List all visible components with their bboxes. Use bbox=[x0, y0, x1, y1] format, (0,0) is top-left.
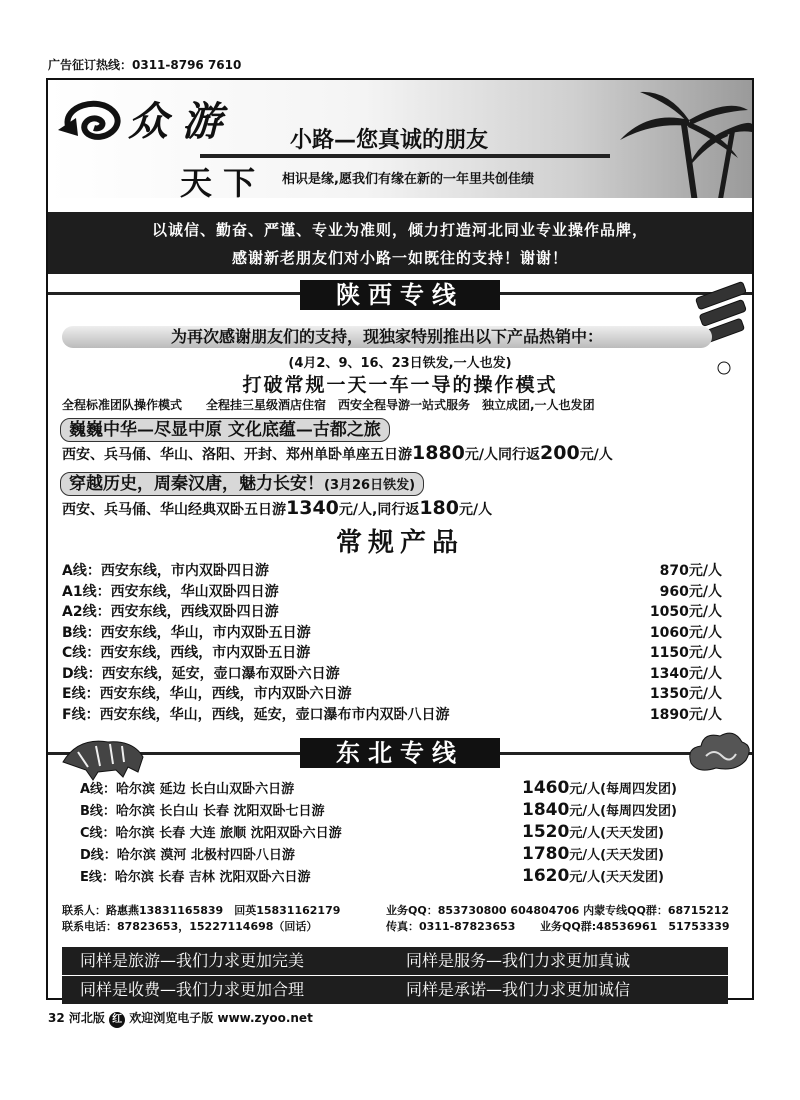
route-name: D线：西安东线，延安，壶口瀑布双卧六日游 bbox=[62, 665, 340, 682]
route-price: 1350元/人 bbox=[649, 686, 722, 702]
route-name: B线：哈尔滨 长白山 长春 沈阳双卧七日游 bbox=[80, 804, 325, 819]
route-name: B线：西安东线，华山，市内双卧五日游 bbox=[62, 624, 311, 641]
route-price bbox=[522, 844, 664, 864]
promo-bar: 为再次感谢朋友们的支持，现独家特别推出以下产品热销中： bbox=[62, 326, 712, 348]
route-price: 870元/人 bbox=[659, 563, 722, 579]
tour1-unit2: 元/人 bbox=[579, 447, 613, 463]
tour1-price: 1880 bbox=[412, 442, 465, 464]
page-number: 32 bbox=[48, 1011, 65, 1025]
contact-fax: 传真：0311-87823653 bbox=[386, 920, 516, 933]
route-price-value: 1780 bbox=[522, 844, 570, 864]
route-price-value: 1620 bbox=[522, 866, 570, 886]
route-name: A线：西安东线，市内双卧四日游 bbox=[62, 563, 269, 579]
route-name: A1线：西安东线，华山双卧四日游 bbox=[62, 583, 279, 600]
route-price bbox=[522, 778, 677, 798]
welcome-text: 欢迎浏览电子版 bbox=[129, 1011, 214, 1025]
tiger-icon bbox=[58, 722, 148, 782]
route-price bbox=[522, 800, 677, 820]
header-rule bbox=[200, 154, 610, 158]
site-link[interactable]: www.zyoo.net bbox=[217, 1011, 313, 1025]
route-price: 1340元/人 bbox=[649, 665, 722, 682]
route-price: 1150元/人 bbox=[649, 645, 722, 661]
tour2-text: 西安、兵马俑、华山经典双卧五日游 bbox=[62, 502, 286, 518]
route-name: C线：哈尔滨 长春 大连 旅顺 沈阳双卧六日游 bbox=[80, 826, 342, 841]
shaanxi-dates: (4月2、9、16、23日铁发,一人也发) bbox=[288, 356, 512, 371]
tour2-banner bbox=[60, 472, 424, 496]
route-price-value: 1840 bbox=[522, 800, 570, 820]
route-name: A线：哈尔滨 延边 长白山双卧六日游 bbox=[80, 782, 295, 797]
tour1-unit: 元/人同行返 bbox=[464, 447, 541, 463]
contact-qq-group: 业务QQ群:48536961 51753339 bbox=[540, 920, 730, 933]
header-subslogan: 相识是缘,愿我们有缘在新的一年里共创佳绩 bbox=[282, 172, 534, 187]
tour2-date: (3月26日铁发) bbox=[324, 478, 416, 493]
intro-line-1: 以诚信、勤奋、严谨、专业为准则，倾力打造河北同业专业操作品牌， bbox=[151, 221, 648, 239]
route-price bbox=[522, 822, 664, 842]
footer-slogan-b: 同样是服务—我们力求更加真诚 bbox=[406, 951, 631, 970]
tour1-rebate: 200 bbox=[540, 442, 580, 464]
route-price: 1060元/人 bbox=[649, 624, 722, 641]
tour2-price: 1340 bbox=[286, 497, 339, 519]
header-slogan: 小路—您真诚的朋友 bbox=[290, 128, 489, 153]
northeast-title: 东北专线 bbox=[300, 738, 500, 768]
cloud-icon bbox=[686, 728, 752, 778]
route-price-unit: 元/人(天天发团) bbox=[569, 826, 664, 841]
footer-slogan-d: 同样是承诺—我们力求更加诚信 bbox=[406, 980, 631, 999]
route-name: E线：西安东线，华山，西线，市内双卧六日游 bbox=[62, 686, 352, 702]
route-price-unit: 元/人(每周四发团) bbox=[569, 782, 677, 797]
tour1-text: 西安、兵马俑、华山、洛阳、开封、郑州单卧单座五日游 bbox=[62, 447, 412, 463]
route-price: 1050元/人 bbox=[649, 604, 722, 620]
route-price-unit: 元/人(天天发团) bbox=[569, 848, 664, 863]
contact-phone: 联系电话：87823653，15227114698（回话） bbox=[62, 920, 318, 933]
intro-band bbox=[48, 212, 752, 274]
shaanxi-features: 全程标准团队操作模式 全程挂三星级酒店住宿 西安全程导游一站式服务 独立成团,一人也发团 bbox=[62, 398, 595, 412]
footer-row-1 bbox=[62, 947, 728, 975]
route-name: F线：西安东线，华山，西线，延安，壶口瀑布市内双卧八日游 bbox=[62, 706, 450, 723]
route-price: 1890元/人 bbox=[649, 706, 722, 723]
page-footer bbox=[48, 1009, 313, 1028]
route-price bbox=[522, 866, 664, 886]
tour2-unit: 元/人,同行返 bbox=[338, 502, 420, 518]
tour2-title: 穿越历史，周秦汉唐，魅力长安！ bbox=[69, 474, 324, 494]
route-price-unit: 元/人(每周四发团) bbox=[569, 804, 677, 819]
shaanxi-title: 陕西专线 bbox=[300, 280, 500, 310]
edition: 河北版 bbox=[68, 1011, 105, 1025]
route-name: A2线：西安东线，西线双卧四日游 bbox=[62, 604, 279, 620]
contact-people: 联系人：路惠燕13831165839 回英15831162179 bbox=[62, 904, 341, 917]
swirl-logo-icon bbox=[58, 96, 138, 152]
route-price-value: 1520 bbox=[522, 822, 570, 842]
route-name: E线：哈尔滨 长春 吉林 沈阳双卧六日游 bbox=[80, 870, 311, 885]
logo-icon: 红 bbox=[109, 1012, 125, 1028]
intro-line-2: 感谢新老朋友们对小路一如既往的支持！谢谢！ bbox=[231, 249, 568, 267]
brand-subtitle: 天 下 bbox=[180, 164, 256, 202]
tour2-unit2: 元/人 bbox=[459, 502, 493, 518]
route-name: D线：哈尔滨 漠河 北极村四卧八日游 bbox=[80, 848, 295, 863]
regular-title: 常规产品 bbox=[335, 528, 464, 558]
footer-row-2 bbox=[62, 976, 728, 1004]
route-price-value: 1460 bbox=[522, 778, 570, 798]
tour1-banner: 巍巍中华—尽显中原 文化底蕴—古都之旅 bbox=[60, 418, 390, 442]
contact-qq: 业务QQ：853730800 604804706 内蒙专线QQ群：68715212 bbox=[386, 904, 730, 917]
tour2-rebate: 180 bbox=[419, 497, 459, 519]
footer-slogan-a: 同样是旅游—我们力求更加完美 bbox=[80, 951, 305, 970]
tour1-line bbox=[62, 442, 613, 464]
route-price: 960元/人 bbox=[659, 583, 722, 600]
shaanxi-mode: 打破常规一天一车一导的操作模式 bbox=[242, 374, 558, 396]
brand-title: 众 游 bbox=[128, 98, 222, 145]
route-name: C线：西安东线，西线，市内双卧五日游 bbox=[62, 645, 311, 661]
tour2-line bbox=[62, 497, 492, 519]
ad-hotline: 广告征订热线：0311-8796 7610 bbox=[48, 58, 242, 72]
route-price-unit: 元/人(天天发团) bbox=[569, 870, 664, 885]
footer-slogan-c: 同样是收费—我们力求更加合理 bbox=[80, 980, 305, 999]
